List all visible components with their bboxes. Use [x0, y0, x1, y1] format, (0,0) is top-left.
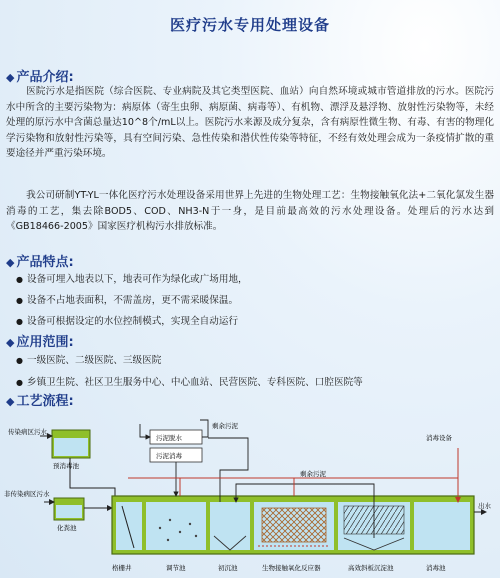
label-adjust-pool: 调节池 [166, 564, 186, 572]
bullet-dot-icon: ● [16, 296, 23, 305]
scope-item: ● 一级医院、二级医院、三级医院 [16, 355, 162, 366]
label-sludge-dewater: 污泥脱水 [156, 434, 182, 442]
diamond-bullet-icon: ◆ [6, 71, 15, 84]
label-noninfect-inlet: 非传染病区污水 [4, 490, 50, 498]
pre-disinfect-tank [52, 430, 90, 458]
disinfect-pool [414, 502, 470, 550]
feature-item: ● 设备可根据设定的水位控制模式，实现全自动运行 [16, 316, 239, 327]
feature-item: ● 设备不占地表面积，不需盖房，更不需采暖保温。 [16, 295, 239, 306]
grid-well [116, 502, 142, 550]
intro-paragraph-2: 我公司研制YT-YL一体化医疗污水处理设备采用世界上先进的生物处理工艺：生物接触氧化法+二氧化氯发生器消毒的工艺，集去除BOD5、COD、NH3-N于一身，是目前最高效的污水处理设备。处理后的污水达到《GB18466-2005》国家医疗机构污水排放标准。 [6, 190, 494, 233]
bio-media [262, 508, 326, 542]
diamond-bullet-icon: ◆ [6, 395, 15, 408]
label-grid-well: 格栅井 [112, 564, 132, 572]
page-title: 医疗污水专用处理设备 [169, 16, 330, 34]
diamond-bullet-icon: ◆ [6, 336, 15, 349]
label-excess-sludge-top: 剩余污泥 [212, 422, 238, 430]
section-scope-heading: ◆ 应用范围: [6, 335, 74, 350]
label-sludge-disinfect: 污泥消毒 [156, 452, 182, 460]
bullet-dot-icon: ● [16, 378, 23, 387]
process-flow-diagram [0, 408, 500, 578]
label-pre-disinfect: 预消毒池 [53, 462, 79, 470]
main-treatment-vessel [112, 496, 474, 554]
label-outlet: 出水 [478, 502, 491, 510]
bullet-dot-icon: ● [16, 317, 23, 326]
label-disinfect-device: 消毒设备 [426, 434, 452, 442]
diamond-bullet-icon: ◆ [6, 256, 15, 269]
adjust-pool [146, 502, 206, 550]
primary-settler [210, 502, 250, 550]
label-inclined-settler: 高效斜板沉淀池 [348, 564, 394, 572]
section-features-heading: ◆ 产品特点: [6, 255, 74, 270]
label-excess-sludge-mid: 剩余污泥 [300, 470, 326, 478]
section-process-heading: ◆ 工艺流程: [6, 394, 74, 409]
section-intro-heading: ◆ 产品介绍: [6, 70, 74, 85]
label-primary-settler: 初沉池 [218, 564, 238, 572]
scope-item: ● 乡镇卫生院、社区卫生服务中心、中心血站、民营医院、专科医院、口腔医院等 [16, 377, 363, 388]
bullet-dot-icon: ● [16, 275, 23, 284]
intro-paragraph-1: 医院污水是指医院（综合医院、专业病院及其它类型医院、血站）向自然环境或城市管道排放的污水。医院污水中所含的主要污染物为：病原体（寄生虫卵、病原菌、病毒等）、有机物、漂浮及悬浮物、放射性污染物等，未经处理的原污水中含菌总量达10^8个/mL以上。医院污水来源及成分复杂，含有病原性微生物、有毒、有害的物理化学污染物和放射性污染等，具有空间污染、急性传染和潜伏性传染等特征，不经有效处理会成为一条疫情扩散的重要途径并严重污染环境。 [6, 86, 494, 160]
label-bio-reactor: 生物接触氧化反应器 [262, 564, 321, 572]
label-septic: 化粪池 [57, 524, 77, 532]
bullet-dot-icon: ● [16, 356, 23, 365]
label-infect-inlet: 传染病区污水 [8, 428, 47, 436]
label-disinfect-pool: 消毒池 [426, 564, 446, 572]
septic-tank [54, 498, 84, 520]
feature-item: ● 设备可埋入地表以下，地表可作为绿化或广场用地， [16, 274, 248, 285]
